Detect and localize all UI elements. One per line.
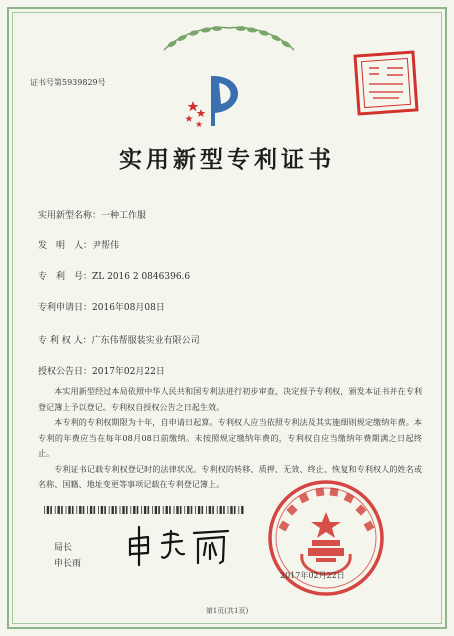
body-paragraph: 本实用新型经过本局依照中华人民共和国专利法进行初步审查，决定授予专利权，颁发本证书并在专利登记簿上予以登记。专利权自授权公告之日起生效。 <box>38 386 422 412</box>
director-signature <box>124 521 234 571</box>
field-inventor <box>38 238 119 251</box>
top-red-seal <box>351 48 421 118</box>
field-utility-model-name <box>38 208 146 221</box>
body-paragraph: 本专利的专利权期限为十年，自申请日起算。专利权人应当依照专利法及其实施细则规定缴纳年费。本专利的年费应当在每年08月08日前缴纳。未按照规定缴纳年费的，专利权自应当缴纳年费期满之日起终止。 <box>38 417 422 458</box>
field-patent-number <box>38 269 190 282</box>
field-patentee <box>38 333 200 346</box>
patent-number-value: ZL 2016 2 0846396.6 <box>92 272 191 282</box>
barcode <box>44 506 244 514</box>
grant-date-label: 授权公告日： <box>38 367 93 377</box>
page-number: 第1页(共1页) <box>205 607 249 615</box>
director-name: 申长雨 <box>54 559 82 569</box>
inventor-label: 发 明 人： <box>38 241 93 251</box>
director-title: 局长 <box>54 543 73 553</box>
field-filing-date <box>38 300 165 313</box>
inventor-value: 尹帮伟 <box>92 241 120 251</box>
grant-date-value: 2017年02月22日 <box>92 367 165 377</box>
seal-date: 2017年02月22日 <box>280 571 345 580</box>
patentee-value: 广东伟帮服装实业有限公司 <box>91 336 200 346</box>
patentee-label: 专 利 权 人： <box>38 336 92 346</box>
utility-model-name-label: 实用新型名称： <box>38 211 102 221</box>
certificate-body <box>38 384 422 493</box>
body-paragraph: 专利证书记载专利权登记时的法律状况。专利权的转移、质押、无效、终止、恢复和专利权人的姓名或名称、国籍、地址变更等事项记载在专利登记簿上。 <box>38 463 422 489</box>
patent-office-logo <box>183 71 253 131</box>
field-grant-date <box>38 364 165 377</box>
certificate-number: 证书号第5939829号 <box>30 78 106 87</box>
filing-date-value: 2016年08月08日 <box>92 303 165 313</box>
certificate-title: 实用新型专利证书 <box>119 146 335 173</box>
patent-number-label: 专 利 号： <box>38 272 93 282</box>
wreath-emblem <box>154 20 304 56</box>
filing-date-label: 专利申请日： <box>38 303 93 313</box>
utility-model-name-value: 一种工作服 <box>101 211 147 221</box>
